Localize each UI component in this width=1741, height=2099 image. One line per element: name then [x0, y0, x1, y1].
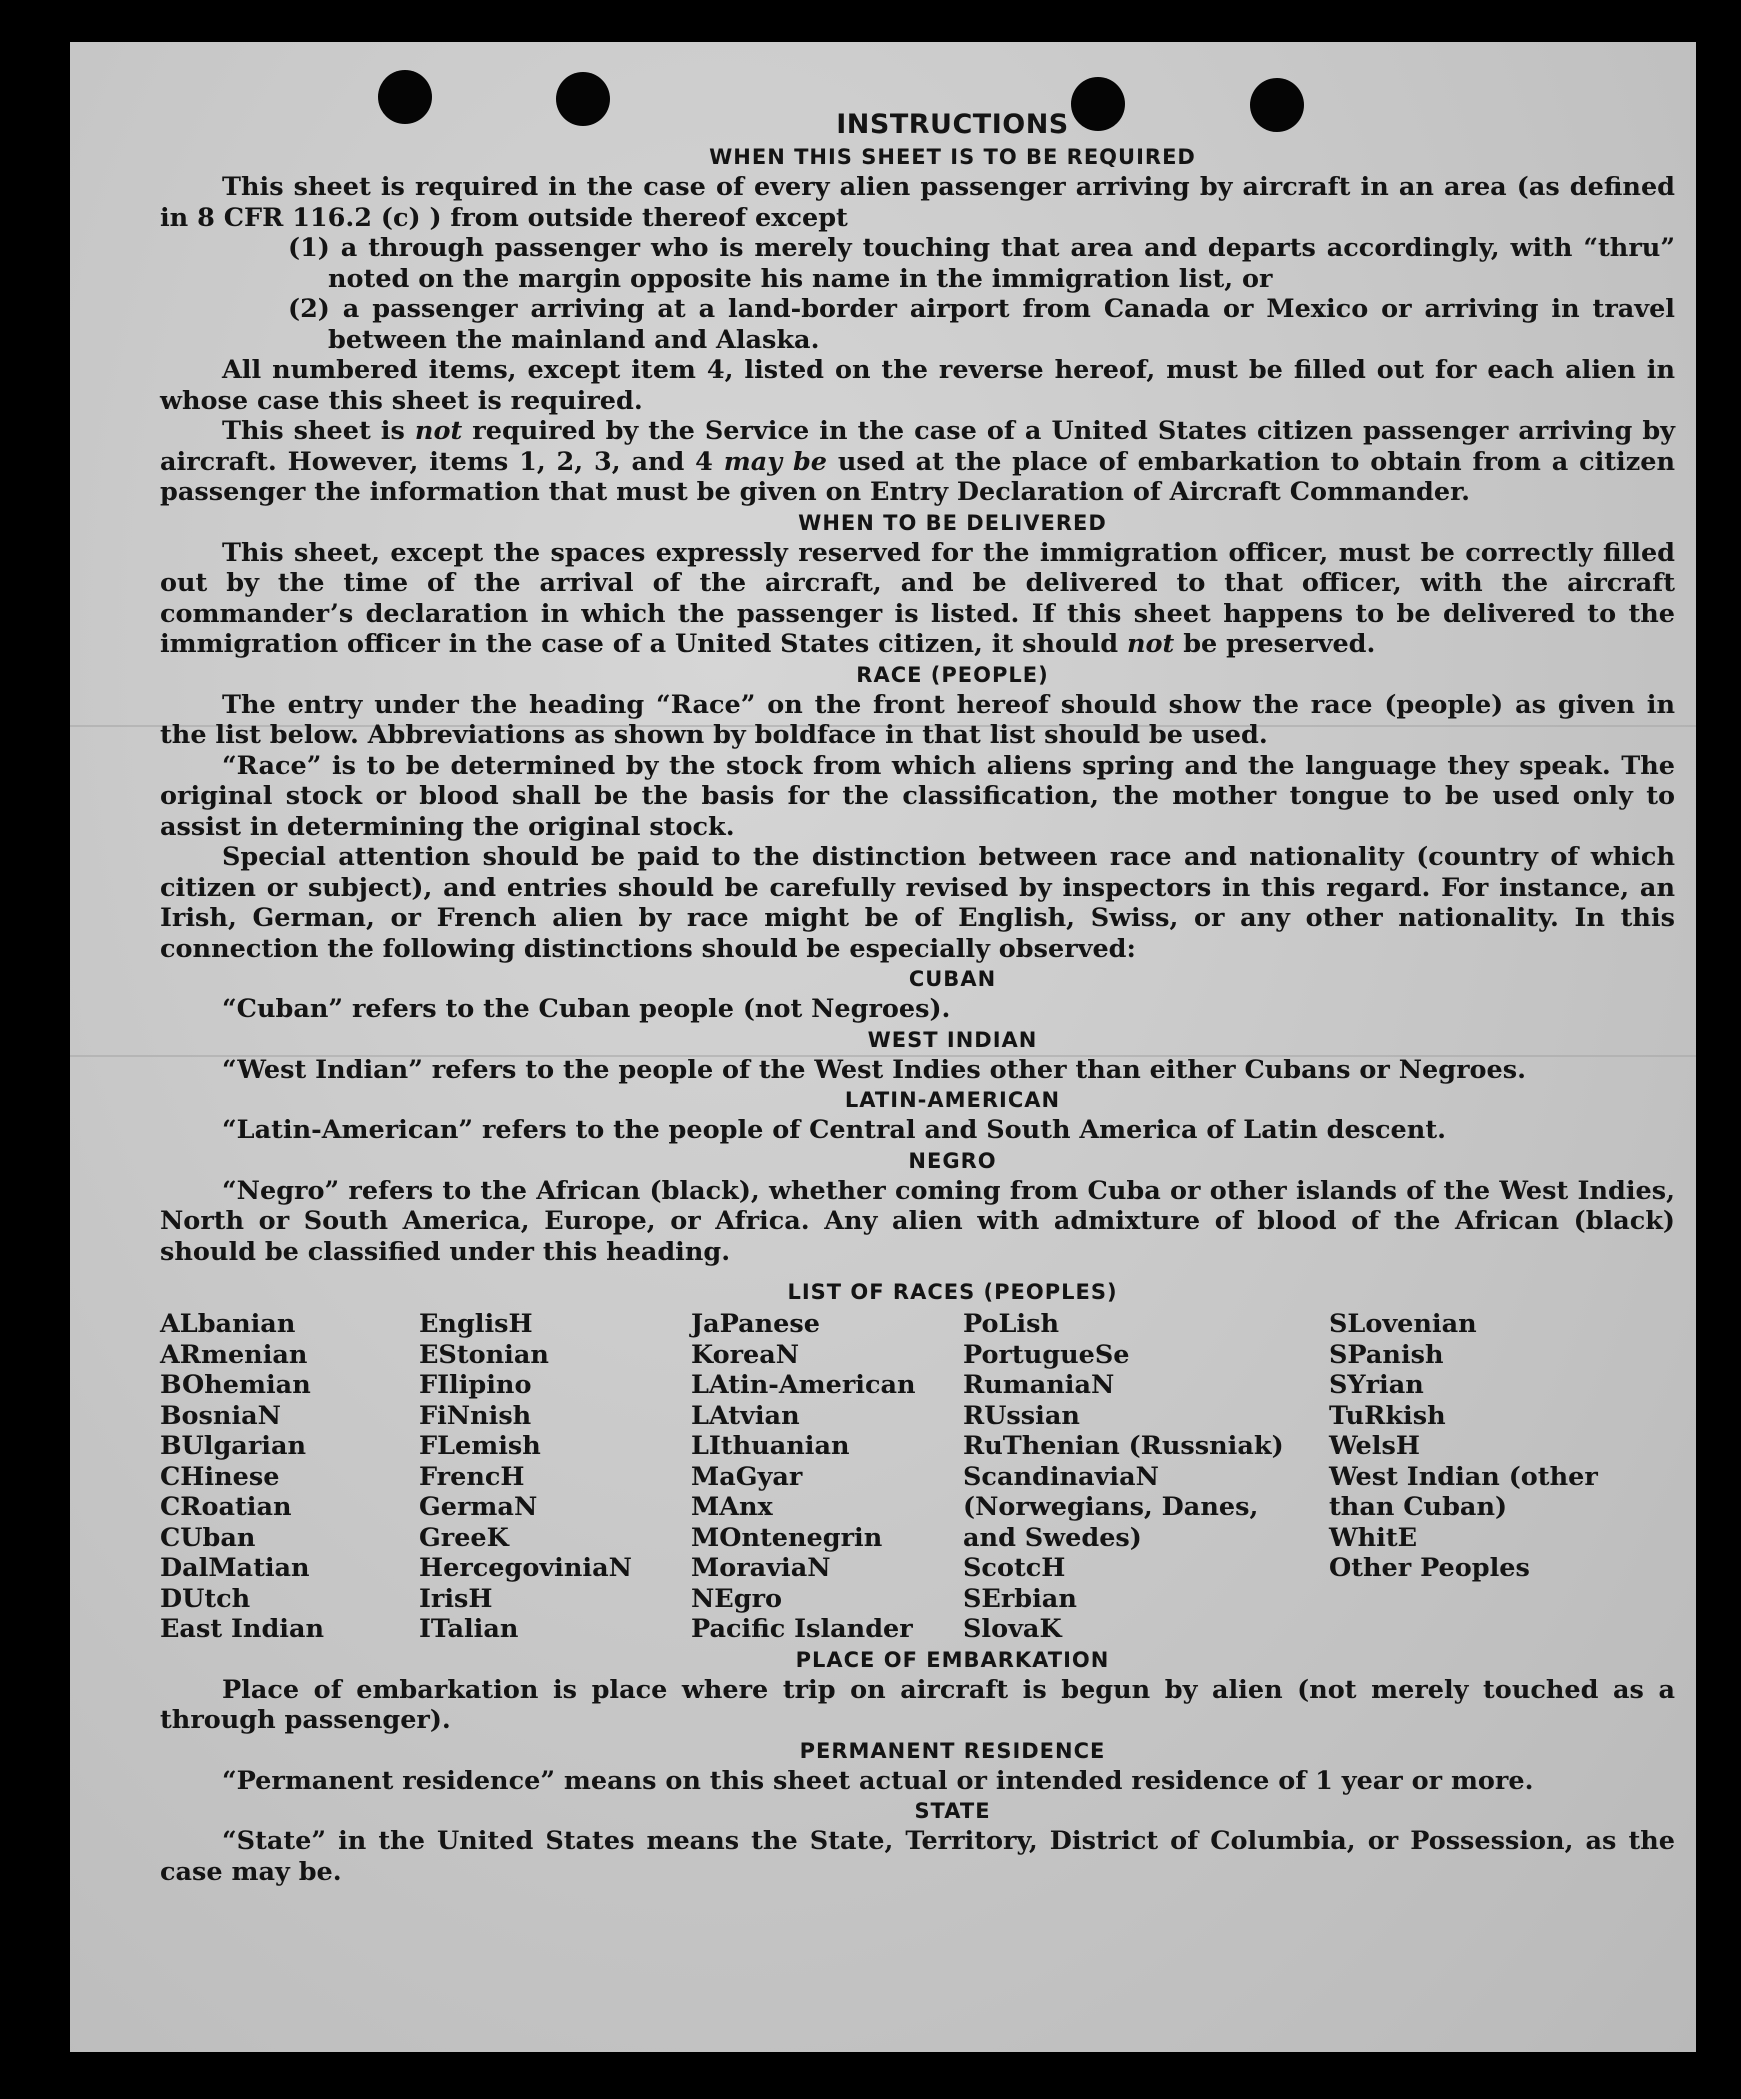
- numbered-items-paragraph: All numbered items, except item 4, listed on the reverse hereof, must be filled out for each alien in whose case this sheet is required.: [160, 355, 1675, 416]
- document-sheet: [70, 42, 1696, 2052]
- heading-when-delivered: WHEN TO BE DELIVERED: [798, 510, 1107, 535]
- race-item: ScotcH: [963, 1553, 1066, 1583]
- race-item: WelsH: [1329, 1431, 1420, 1461]
- race-item: BosniaN: [160, 1400, 281, 1431]
- negro-definition: “Negro” refers to the African (black), whether coming from Cuba or other islands of the West Indies, North or South America, Europe, or Africa. Any alien with admixture of blood of the African (black) should be classified under this heading.: [160, 1175, 1675, 1267]
- race-item: SlovaK: [963, 1614, 1062, 1644]
- race-item: RuThenian (Russniak): [963, 1431, 1284, 1461]
- text-span: used at the place of embarkation to obtain from a citizen passenger the information that must be given on Entry Declaration of Aircraft Commander.: [160, 446, 1675, 507]
- state-definition: “State” in the United States means the State, Territory, District of Columbia, or Possession, as the case may be.: [160, 1826, 1675, 1887]
- heading-permanent-residence: PERMANENT RESIDENCE: [799, 1738, 1106, 1763]
- race-item: ARmenian: [160, 1339, 308, 1370]
- heading-state: STATE: [914, 1799, 991, 1823]
- race-item: RUssian: [963, 1400, 1080, 1431]
- race-column-2: [419, 1309, 691, 1645]
- race-item: MOntenegrin: [691, 1522, 883, 1553]
- race-list: [160, 1309, 1675, 1645]
- race-item: EnglisH: [419, 1309, 533, 1339]
- text-span: This sheet, except the spaces expressly reserved for the immigration officer, must be correctly filled out by the time of the arrival of the aircraft, and be delivered to that officer, with the aircraft commander’s declaration in which the passenger is listed. If this sheet happens to be delivered to the immigration officer in the case of a United States citizen, it should: [160, 537, 1675, 659]
- race-item: ITalian: [419, 1614, 519, 1644]
- heading-place-of-embarkation: PLACE OF EMBARKATION: [795, 1647, 1110, 1672]
- text-span: required by the Service in the case of a United States citizen passenger arriving by aircraft. However, items 1, 2, 3, and 4: [160, 416, 1675, 477]
- race-item: MaGyar: [691, 1461, 803, 1492]
- race-item: SPanish: [1329, 1339, 1444, 1370]
- page-title: INSTRUCTIONS: [836, 109, 1069, 140]
- west-indian-definition: “West Indian” refers to the people of the West Indies other than either Cubans or Negroes.: [222, 1054, 1526, 1085]
- race-item: Other Peoples: [1329, 1553, 1530, 1583]
- race-paragraph-2: “Race” is to be determined by the stock from which aliens spring and the language they speak. The original stock or blood shall be the basis for the classification, the mother tongue to be used only to assist in determining the original stock.: [160, 750, 1675, 842]
- exception-item-2: (2) a passenger arriving at a land-border airport from Canada or Mexico or arriving in travel between the mainland and Alaska.: [288, 294, 1675, 355]
- race-item: RumaniaN: [963, 1370, 1115, 1400]
- race-item: MoraviaN: [691, 1553, 831, 1583]
- race-item: LIthuanian: [691, 1431, 850, 1461]
- emphasis-text: may be: [723, 446, 827, 477]
- race-item: CRoatian: [160, 1492, 292, 1522]
- heading-race: RACE (PEOPLE): [856, 662, 1049, 687]
- race-item: SLovenian: [1329, 1309, 1477, 1339]
- race-paragraph-1: The entry under the heading “Race” on the front hereof should show the race (people) as given in the list below. Abbreviations as shown by boldface in that list should be used.: [160, 689, 1675, 750]
- heading-west-indian: WEST INDIAN: [867, 1027, 1038, 1052]
- text-span: This sheet is: [222, 416, 415, 446]
- race-item: FIlipino: [419, 1370, 532, 1400]
- residence-definition: “Permanent residence” means on this sheet actual or intended residence of 1 year or more.: [222, 1765, 1534, 1796]
- race-item: FrencH: [419, 1461, 525, 1492]
- race-item: TuRkish: [1329, 1400, 1446, 1431]
- race-item: LAtin-American: [691, 1370, 916, 1400]
- required-paragraph: This sheet is required in the case of every alien passenger arriving by aircraft in an area (as defined in 8 CFR 116.2 (c) ) from outside thereof except: [160, 172, 1675, 233]
- race-item: NEgro: [691, 1583, 783, 1614]
- instructions-content: [160, 108, 1675, 1887]
- race-item: FLemish: [419, 1431, 541, 1461]
- race-item: LAtvian: [691, 1400, 800, 1431]
- race-item: DUtch: [160, 1583, 251, 1614]
- race-item: CUban: [160, 1522, 256, 1553]
- heading-negro: NEGRO: [908, 1148, 997, 1173]
- race-column-4: [963, 1309, 1329, 1645]
- race-item: MAnx: [691, 1492, 773, 1522]
- race-item: KoreaN: [691, 1339, 800, 1370]
- emphasis-text: not: [1126, 629, 1175, 659]
- heading-list-of-races: LIST OF RACES (PEOPLES): [787, 1280, 1118, 1304]
- citizen-paragraph: [160, 416, 1675, 508]
- heading-when-required: WHEN THIS SHEET IS TO BE REQUIRED: [709, 145, 1196, 169]
- race-item: DalMatian: [160, 1553, 310, 1583]
- latin-american-definition: “Latin-American” refers to the people of Central and South America of Latin descent.: [222, 1115, 1446, 1145]
- race-item: FiNnish: [419, 1400, 532, 1431]
- text-span: be preserved.: [1174, 629, 1376, 659]
- race-item: PoLish: [963, 1309, 1060, 1339]
- race-column-5: [1329, 1309, 1629, 1645]
- race-item: SYrian: [1329, 1370, 1424, 1400]
- heading-latin-american: LATIN-AMERICAN: [844, 1088, 1061, 1112]
- race-item: BUlgarian: [160, 1431, 307, 1461]
- race-paragraph-3: Special attention should be paid to the distinction between race and nationality (country of which citizen or subject), and entries should be carefully revised by inspectors in this regard. For instance, an Irish, German, or French alien by race might be of English, Swiss, or any other nationality. In this connection the following distinctions should be especially observed:: [160, 842, 1675, 964]
- race-item: HercegoviniaN: [419, 1553, 632, 1583]
- race-column-1: [160, 1309, 419, 1645]
- race-item: JaPanese: [691, 1309, 820, 1339]
- delivered-paragraph: [160, 538, 1675, 660]
- race-item: WhitE: [1329, 1522, 1418, 1553]
- race-item: ALbanian: [160, 1309, 296, 1339]
- cuban-definition: “Cuban” refers to the Cuban people (not Negroes).: [222, 994, 951, 1024]
- emphasis-text: not: [414, 416, 463, 446]
- race-item: IrisH: [419, 1583, 493, 1614]
- embarkation-definition: Place of embarkation is place where trip on aircraft is begun by alien (not merely touched as a through passenger).: [160, 1674, 1675, 1735]
- race-item: EStonian: [419, 1339, 549, 1370]
- race-item: CHinese: [160, 1461, 280, 1492]
- race-item: GermaN: [419, 1492, 538, 1522]
- race-item: GreeK: [419, 1522, 509, 1553]
- race-item: PortugueSe: [963, 1339, 1130, 1370]
- race-column-3: [691, 1309, 963, 1645]
- race-item: Pacific Islander: [691, 1614, 913, 1644]
- race-item: SErbian: [963, 1583, 1077, 1614]
- heading-cuban: CUBAN: [908, 967, 997, 991]
- race-item: BOhemian: [160, 1370, 311, 1400]
- race-item: ScandinaviaN (Norwegians, Danes, and Swedes): [963, 1461, 1259, 1553]
- race-item: West Indian (other than Cuban): [1329, 1461, 1598, 1522]
- exception-item-1: (1) a through passenger who is merely touching that area and departs accordingly, with “thru” noted on the margin opposite his name in the immigration list, or: [288, 233, 1675, 294]
- race-item: East Indian: [160, 1614, 325, 1644]
